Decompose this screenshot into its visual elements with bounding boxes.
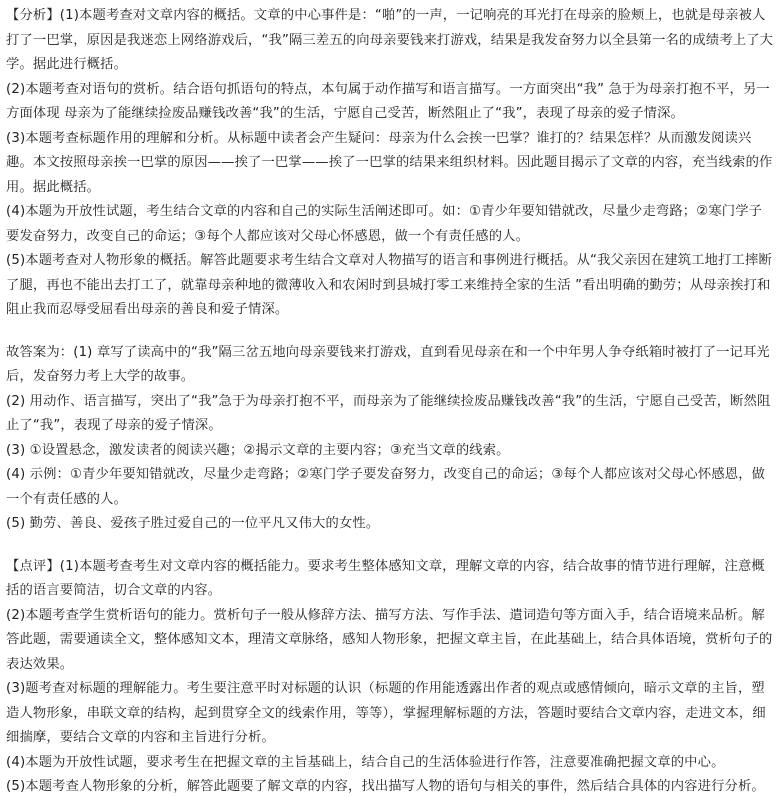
- answer-paragraph-5: (5) 勤劳、善良、爱孩子胜过爱自己的一位平凡又伟大的女性。: [6, 516, 380, 531]
- comment-paragraph-1: 【点评】(1)本题考查考生对文章内容的概括能力。要求考生整体感知文章，理解文章的内容，结合故事的情节进行理解，注意概括的语言要简洁，切合文章的内容。: [6, 558, 765, 598]
- answer-paragraph-4: (4) 示例：①青少年要知错就改，尽量少走弯路；②寒门学子要发奋努力，改变自己的命运；③每个人都应该对父母心怀感恩，做一个有责任感的人。: [6, 467, 766, 507]
- answer-paragraph-3: (3) ①设置悬念，激发读者的阅读兴趣；②揭示文章的主要内容；③充当文章的线索。: [6, 442, 510, 458]
- analysis-paragraph-4: (4)本题为开放性试题，考生结合文章的内容和自己的实际生活阐述即可。如：①青少年要知错就改，尽量少走弯路；②寒门学子要发奋努力，改变自己的命运；③每个人都应该对父母心怀感恩，做一个有责任感的人。: [6, 204, 763, 244]
- comment-paragraph-5: (5)本题考查人物形象的分析，解答此题要了解文章的内容，找出描写人物的语句与相关的事件，然后结合具体的内容进行分析。: [6, 779, 765, 794]
- comment-paragraph-2: (2)本题考查学生赏析语句的能力。赏析句子一般从修辞方法、描写方法、写作手法、遣词造句等方面入手，结合语境来品析。解答此题，需要通读全文，整体感知文本，理清文章脉络，感知人物形象，把握文章主旨，在此基础上，结合具体语境，赏析句子的表达效果。: [6, 607, 773, 672]
- analysis-paragraph-2: (2)本题考查对语句的赏析。结合语句抓语句的特点，本句属于动作描写和语言描写。一方面突出“我” 急于为母亲打抱不平，另一方面体现 母亲为了能继续捡废品赚钱改善“我”的生活，宁愿自己受苦，断然阻止了“我”，表现了母亲的爱子情深。: [6, 81, 770, 121]
- answer-section: [6, 341, 774, 537]
- analysis-section: [6, 4, 774, 323]
- comment-paragraph-4: (4)本题为开放性试题，要求考生在把握文章的主旨基础上，结合自己的生活体验进行作答，注意要准确把握文章的中心。: [6, 754, 725, 770]
- comment-section: [6, 555, 774, 796]
- comment-paragraph-3: (3)题考查对标题的理解能力。考生要注意平时对标题的认识（标题的作用能透露出作者的观点或感情倾向，暗示文章的主旨，塑造人物形象，串联文章的结构，起到贯穿全文的线索作用，等等），掌握理解标题的方法，答题时要结合文章内容，走进文本，细细揣摩，要结合文章的内容和主旨进行分析。: [6, 681, 766, 745]
- analysis-paragraph-3: (3)本题考查标题作用的理解和分析。从标题中读者会产生疑问：母亲为什么会挨一巴掌？谁打的？结果怎样？从而激发阅读兴趣。本文按照母亲挨一巴掌的原因——挨了一巴掌——挨了一巴掌的结果来组织材料。因此题目揭示了文章的内容，充当线索的作用。据此概括。: [6, 130, 773, 195]
- answer-paragraph-2: (2) 用动作、语言描写，突出了“我”急于为母亲打抱不平，而母亲为了能继续捡废品赚钱改善“我”的生活，宁愿自己受苦，断然阻止了“我”，表现了母亲的爱子情深。: [6, 393, 771, 433]
- analysis-paragraph-1: 【分析】(1)本题考查对文章内容的概括。文章的中心事件是：“啪”的一声，一记响亮的耳光打在母亲的脸颊上，也就是母亲被人打了一巴掌，原因是我迷恋上网络游戏后，“我”隔三差五的向母亲要钱来打游戏，结果是我发奋努力以全县第一名的成绩考上了大学。据此进行概括。: [6, 8, 774, 72]
- analysis-paragraph-5: (5)本题考查对人物形象的概括。解答此题要求考生结合文章对人物描写的语言和事例进行概括。从“我父亲因在建筑工地打工摔断了腿，再也不能出去打工了，就靠母亲种地的微薄收入和农闲时到县城打零工来维持全家的生活 ”看出明确的勤劳；从母亲挨打和阻止我而忍辱受屈看出母亲的善良和爱子情深。: [6, 253, 772, 317]
- answer-paragraph-1: 故答案为：(1) 章写了读高中的“我”隔三岔五地向母亲要钱来打游戏，直到看见母亲在和一个中年男人争夺纸箱时被打了一记耳光后，发奋努力考上大学的故事。: [6, 344, 770, 384]
